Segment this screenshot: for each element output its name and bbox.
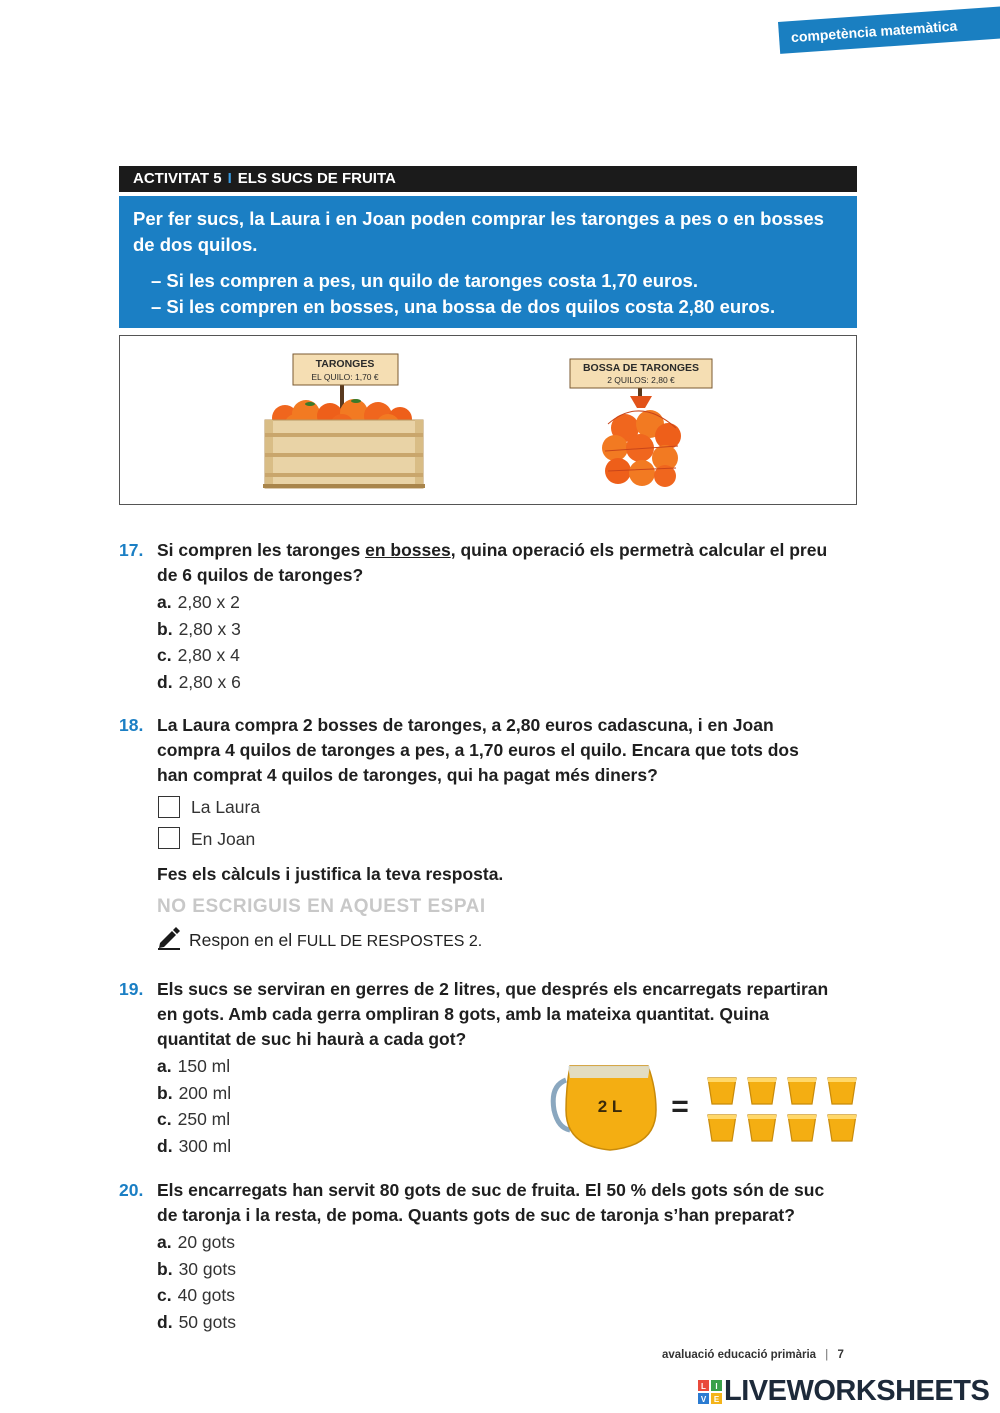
- option-20d[interactable]: d. 50 gots: [157, 1311, 236, 1332]
- illustration-box: [119, 335, 857, 505]
- question-18-number: 18.: [119, 715, 144, 735]
- footer: [662, 1349, 844, 1361]
- juice-glasses: [708, 1078, 856, 1141]
- question-19-number: 19.: [119, 979, 144, 999]
- question-17-number: 17.: [119, 540, 144, 560]
- option-19a[interactable]: a. 150 ml: [157, 1056, 231, 1076]
- intro-text: Per fer sucs, la Laura i en Joan poden comprar les taronges a pes o en bosses de dos quilos.: [133, 208, 824, 255]
- jug-label: 2 L: [597, 1097, 623, 1116]
- sign-bag-price: 2 QUILOS: 2,80 €: [607, 375, 675, 385]
- activity-separator: I: [227, 170, 232, 187]
- option-20b[interactable]: b. 30 gots: [157, 1258, 236, 1279]
- question-19-options: [157, 1053, 231, 1159]
- svg-text:V: V: [700, 1395, 707, 1404]
- option-20a[interactable]: a. 20 gots: [157, 1232, 236, 1252]
- option-19b[interactable]: b. 200 ml: [157, 1082, 232, 1103]
- pencil-icon: [157, 924, 183, 955]
- activity-header: [119, 166, 857, 192]
- wooden-crate: [263, 420, 425, 488]
- question-17-text: Si compren les taronges en bosses, quina operació els permetrà calcular el preu de 6 quilos de taronges?: [157, 540, 828, 585]
- option-17b[interactable]: b. 2,80 x 3: [157, 618, 241, 639]
- option-17c[interactable]: c. 2,80 x 4: [157, 645, 240, 665]
- option-19c[interactable]: c. 250 ml: [157, 1109, 231, 1129]
- sign-bag-title: BOSSA DE TARONGES: [582, 362, 700, 374]
- svg-text:E: E: [713, 1395, 720, 1404]
- svg-text:I: I: [715, 1382, 718, 1391]
- liveworksheets-watermark: LIVEWORKSHEETS: [724, 1375, 990, 1407]
- option-19d[interactable]: d. 300 ml: [157, 1135, 232, 1156]
- jug-glasses-illustration: [548, 1058, 863, 1163]
- page-number: 7: [837, 1349, 844, 1361]
- sign-weight-title: TARONGES: [315, 358, 375, 370]
- intro-box: [119, 196, 857, 328]
- no-write-notice: NO ESCRIGUIS EN AQUEST ESPAI: [157, 896, 486, 917]
- option-17a[interactable]: a. 2,80 x 2: [157, 592, 240, 612]
- orange-bag: [602, 396, 681, 487]
- intro-bullet-bags: – Si les compren en bosses, una bossa de dos quilos costa 2,80 euros.: [151, 296, 776, 317]
- question-20-text: Els encarregats han servit 80 gots de suc de fruita. El 50 % dels gots són de suc de taronja i la resta, de poma. Quants gots de suc de taronja s’han preparat?: [157, 1180, 825, 1225]
- option-20c[interactable]: c. 40 gots: [157, 1285, 236, 1305]
- equals-sign: =: [671, 1090, 689, 1123]
- svg-text:L: L: [701, 1382, 706, 1391]
- question-17-options: [157, 589, 241, 695]
- liveworksheets-logo-icon: [698, 1380, 722, 1404]
- question-20-number: 20.: [119, 1180, 144, 1200]
- activity-number: ACTIVITAT 5: [133, 170, 222, 187]
- juice-jug: [553, 1066, 656, 1150]
- option-17d[interactable]: d. 2,80 x 6: [157, 671, 241, 692]
- oranges-illustration: [120, 336, 856, 504]
- intro-bullet-weight: – Si les compren a pes, un quilo de taronges costa 1,70 euros.: [151, 270, 698, 291]
- checkbox-joan-label: En Joan: [191, 829, 256, 849]
- checkbox-joan[interactable]: [158, 827, 180, 849]
- justify-instruction: Fes els càlculs i justifica la teva resposta.: [157, 864, 504, 884]
- checkbox-laura[interactable]: [158, 796, 180, 818]
- question-19-text: Els sucs se serviran en gerres de 2 litres, que després els encarregats repartiran en gots. Amb cada gerra ompliran 8 gots, amb la mateixa quantitat. Quina quantitat de suc hi haurà a cada got?: [157, 979, 829, 1049]
- section-tag: competència matemàtica: [778, 6, 1000, 54]
- question-18-text: La Laura compra 2 bosses de taronges, a 2,80 euros cadascuna, i en Joan compra 4 quilos de taronges a pes, a 1,70 euros el quilo. Encara que tots dos han comprat 4 quilos de taronges, qui ha pagat més diners?: [157, 715, 799, 785]
- checkbox-laura-label: La Laura: [191, 797, 261, 817]
- footer-divider: |: [825, 1349, 829, 1361]
- sign-weight-price: EL QUILO: 1,70 €: [311, 372, 379, 382]
- activity-title: ELS SUCS DE FRUITA: [237, 170, 396, 187]
- question-20-options: [157, 1229, 236, 1335]
- footer-text: avaluació educació primària: [662, 1349, 817, 1361]
- respond-instruction: Respon en el FULL DE RESPOSTES 2.: [189, 930, 483, 950]
